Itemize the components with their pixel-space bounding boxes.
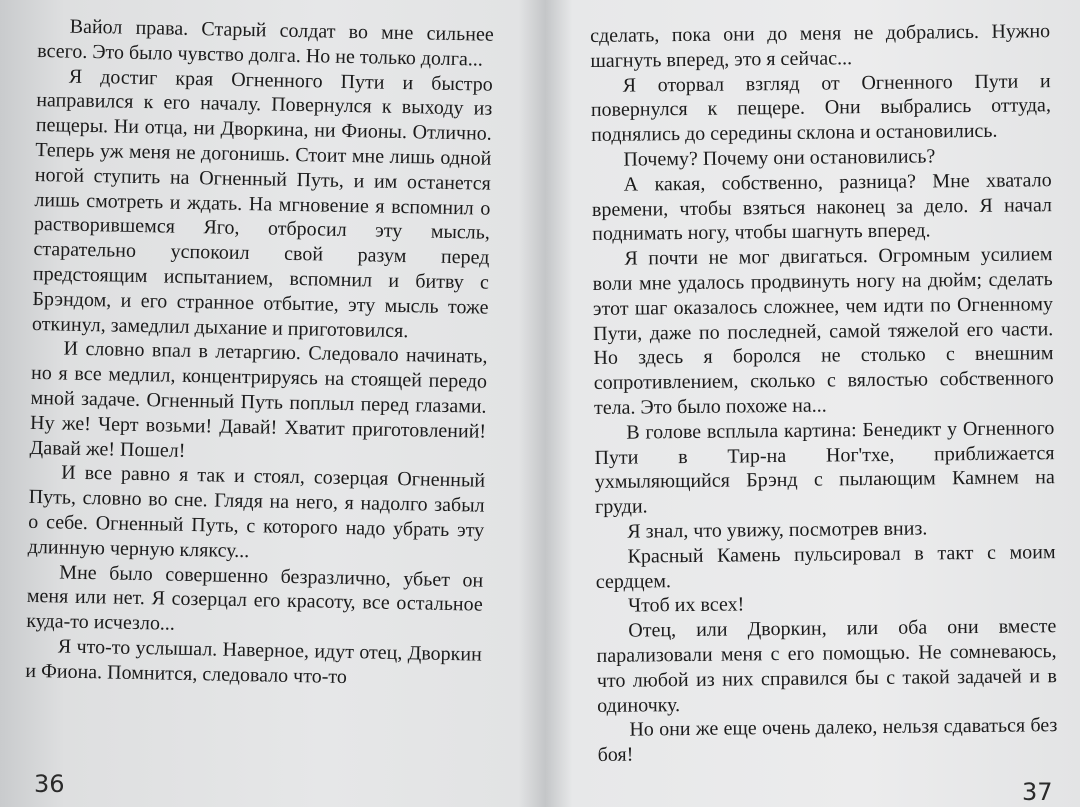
page-number: 36 bbox=[34, 770, 65, 798]
paragraph: А какая, собственно, разница? Мне хватало времени, чтобы взяться наконец за дело. Я начал поднимать ногу, чтобы шагнуть вперед. bbox=[591, 168, 1053, 246]
paragraph: Я что-то услышал. Наверное, идут отец, Дворкин и Фиона. Помнится, следовало что-то bbox=[25, 635, 482, 688]
paragraph: сделать, пока они до меня не добрались. Нужно шагнуть вперед, это я сейчас... bbox=[590, 20, 1051, 72]
paragraph: Почему? Почему они остановились? bbox=[623, 145, 936, 171]
paragraph: И словно впал в летаргию. Следовало начинать, но я все медлил, концентрируясь на стоящей передо мной задаче. Огненный Путь поплыл перед глазами. Ну же! Черт возьми! Давай! Хватит приготовлений! Давай же! Пошел! bbox=[29, 337, 488, 462]
paragraph: Я знал, что увижу, посмотрев вниз. bbox=[627, 517, 928, 543]
right-page bbox=[540, 0, 1080, 807]
paragraph: В голове всплыла картина: Бенедикт у Огненного Пути в Тир-на Ног'тхе, приближается ухмыляющийся Брэнд с пылающим Камнем на груди. bbox=[594, 416, 1055, 519]
paragraph: Я оторвал взгляд от Огненного Пути и повернулся к пещере. Они выбрались оттуда, поднялись до середины склона и остановились. bbox=[590, 69, 1051, 147]
paragraph: Чтоб их всех! bbox=[627, 593, 745, 617]
paragraph: Я достиг края Огненного Пути и быстро направился к его началу. Повернулся к выходу из пещеры. Ни отца, ни Дворкина, ни Фионы. Отлично. Теперь уж меня не догонишь. Стоит мне лишь одной ногой ступить на Огненный Путь, и им останется лишь смотреть и ждать. На мгновение я вспомнил о растворившемся Яго, отбросил эту мысль, старательно успокоил свой разум перед предстоящим испытанием, вспомнил и битву с Брэндом, и его странное отбытие, эту мысль тоже откинул, замедлил дыхание и приготовился. bbox=[31, 65, 493, 342]
paragraph: Но они же еще очень далеко, нельзя сдаваться без боя! bbox=[597, 714, 1058, 767]
right-page-text bbox=[590, 19, 1058, 768]
paragraph: Мне было совершенно безразлично, убьет он меня или нет. Я созерцал его красоту, все остальное куда-то исчезло... bbox=[26, 561, 484, 635]
paragraph: Я почти не мог двигаться. Огромным усилием воли мне удалось продвинуть ногу на дюйм; сделать этот шаг оказалось сложнее, чем идти по Огненному Пути, даже по последней, самой тяжелой его части. Но здесь я боролся не столько с внешним сопротивлением, сколько с вялостью собственного тела. Это было похоже на... bbox=[592, 243, 1054, 419]
paragraph: Отец, или Дворкин, или оба они вместе парализовали меня с его помощью. Не сомневаюсь, что любой из них справился бы с такой задачей и в одиночку. bbox=[596, 615, 1057, 717]
page-number: 37 bbox=[1022, 778, 1053, 806]
left-page-text bbox=[25, 14, 494, 692]
paragraph: И все равно я так и стоял, созерцая Огненный Путь, словно во сне. Глядя на него, я надолго забыл о себе. Огненный Путь, с которого надо убрать эту длинную черную кляксу... bbox=[27, 461, 486, 562]
paragraph: Красный Камень пульсировал в такт с моим сердцем. bbox=[595, 540, 1056, 593]
paragraph: Вайол права. Старый солдат во мне сильнее всего. Это было чувство долга. Но не только долга... bbox=[37, 15, 494, 71]
